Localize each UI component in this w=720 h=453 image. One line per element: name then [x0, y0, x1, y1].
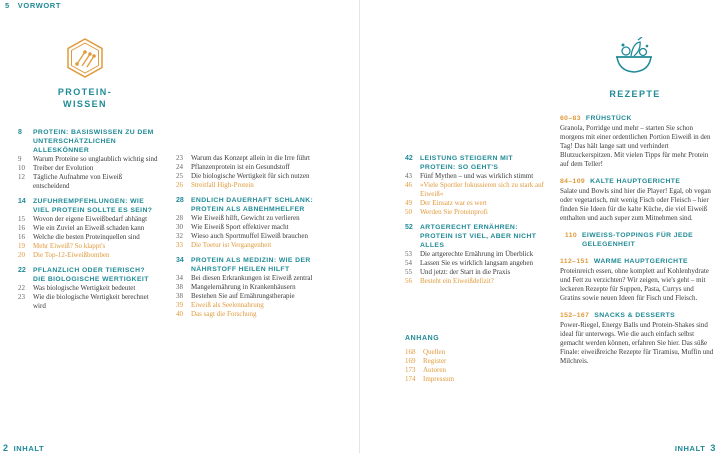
toc-entry[interactable] — [176, 232, 316, 241]
footer-right — [675, 443, 716, 453]
toc-page-number: 55 — [405, 268, 412, 276]
toc-entry-title: Besteht ein Eiweißdefizit? — [420, 277, 494, 285]
toc-page-number: 52 — [405, 224, 413, 231]
toc-entry[interactable] — [405, 199, 550, 208]
rezepte-column — [560, 114, 716, 374]
anhang-entry[interactable] — [405, 348, 545, 357]
toc-page-number: 15 — [18, 215, 25, 223]
toc-entry[interactable] — [176, 214, 316, 223]
rezept-description: Salate und Bowls sind hier die Player! Egal, ob vegan oder vegetarisch, mit wenig Fisch oder Fleisch – hier finden Sie Ideen für die kalte Küche, die viel Eiweiß enthalten und auch super zum Mitnehmen sind. — [560, 187, 711, 222]
toc-entry[interactable] — [18, 155, 158, 164]
toc-entry-title: Streitfall High-Protein — [191, 181, 254, 189]
toc-entry-title: LEISTUNG STEIGERN MIT PROTEIN: SO GEHT'S — [420, 155, 513, 171]
toc-entry-title: Welche die besten Proteinquellen sind — [33, 233, 140, 241]
toc-page-number: 56 — [405, 277, 412, 285]
toc-chapter-heading[interactable] — [18, 197, 158, 215]
toc-entry[interactable] — [176, 223, 316, 232]
rezept-heading-warm[interactable] — [560, 257, 716, 266]
rezept-page-range: 84–109 — [560, 178, 586, 185]
rezept-description: Granola, Porridge und mehr – starten Sie schon morgens mit einer ordentlichen Portion Eiweiß in den Tag! Das hält lange satt und verhindert Blutzuckerspitzen. Mit vielen Tipps für mehr Protein auf dem Teller! — [560, 124, 711, 168]
toc-page-number: 22 — [18, 267, 26, 274]
toc-page-number: 53 — [405, 250, 412, 258]
toc-entry-title: Treiber der Evolution — [33, 164, 94, 172]
toc-page-number: 16 — [18, 224, 25, 232]
anhang-page-number: 168 — [405, 348, 416, 356]
anhang-entry-title: Quellen — [423, 348, 446, 356]
toc-entry-title: Fünf Mythen – und was wirklich stimmt — [420, 172, 534, 180]
toc-entry-title: Der Einsatz war es wert — [420, 199, 487, 207]
toc-entry[interactable] — [176, 163, 316, 172]
toc-page-number: 33 — [176, 241, 183, 249]
toc-entry-title: Mehr Eiweiß? So klappt's — [33, 242, 106, 250]
toc-entry[interactable] — [176, 310, 316, 319]
anhang-block — [405, 334, 545, 384]
toc-entry-title: Wie Eiweiß Sport effektiver macht — [191, 223, 289, 231]
toc-entry[interactable] — [176, 283, 316, 292]
toc-chapter-heading[interactable] — [176, 256, 316, 274]
section-title-line-2: WISSEN — [63, 99, 107, 109]
toc-entry[interactable] — [18, 242, 158, 251]
toc-entry[interactable] — [18, 164, 158, 173]
rezept-heading-kalt[interactable] — [560, 177, 716, 186]
toc-entry[interactable] — [405, 268, 550, 277]
toc-page-number: 42 — [405, 155, 413, 162]
anhang-title: ANHANG — [405, 335, 440, 342]
toc-chapter-heading[interactable] — [405, 154, 550, 172]
rezept-heading-snacks[interactable] — [560, 311, 716, 320]
toc-entry-title: Warum das Konzept allein in die Irre führt — [191, 154, 310, 162]
toc-entry-title: ZUFUHREMPFEHLUNGEN: WIE VIEL PROTEIN SOLLTE ES SEIN? — [33, 198, 153, 214]
toc-page-number: 43 — [405, 172, 412, 180]
toc-page-number: 39 — [176, 301, 183, 309]
section-title-line-1: PROTEIN- — [57, 87, 113, 97]
toc-entry-title: Bestehen Sie auf Ernährungstherapie — [191, 292, 295, 300]
toc-chapter-heading[interactable] — [176, 196, 316, 214]
toc-entry[interactable] — [405, 277, 550, 286]
toc-entry[interactable] — [176, 301, 316, 310]
anhang-page-number: 169 — [405, 357, 416, 365]
footer-label: INHALT — [13, 444, 45, 453]
rezept-page-range: 60–83 — [560, 115, 581, 122]
toc-entry-title: Werden Sie Proteinprofi — [420, 208, 488, 216]
toc-entry[interactable] — [405, 172, 550, 181]
footer-left — [3, 443, 44, 453]
salad-bowl-icon — [614, 37, 654, 80]
toc-entry[interactable] — [405, 208, 550, 217]
footer-label: INHALT — [674, 444, 706, 453]
anhang-entry-title: Autoren — [423, 366, 446, 374]
toc-column-3 — [405, 154, 550, 286]
toc-entry-title: Und jetzt: der Start in die Praxis — [420, 268, 511, 276]
toc-entry-title: Wieso auch Sportmuffel Eiweiß brauchen — [191, 232, 308, 240]
toc-entry-title: Wie Eiweiß hilft, Gewicht zu verlieren — [191, 214, 300, 222]
toc-entry-title: Mangelernährung in Krankenhäusern — [191, 283, 296, 291]
toc-page-number: 24 — [176, 163, 183, 171]
rezept-title: WARME HAUPTGERICHTE — [593, 258, 688, 265]
footer-page-number: 3 — [710, 443, 716, 453]
toc-page-number: 10 — [18, 164, 25, 172]
toc-page-number: 38 — [176, 283, 183, 291]
toc-page-number: 49 — [405, 199, 412, 207]
toc-entry-title: Tägliche Aufnahme von Eiweiß entscheidend — [33, 173, 123, 190]
toc-page-number: 54 — [405, 259, 412, 267]
toc-page-number: 34 — [176, 274, 183, 282]
toc-entry-title: Pflanzenprotein ist ein Gesundstoff — [191, 163, 290, 171]
toc-entry[interactable] — [405, 259, 550, 268]
toc-chapter-heading[interactable] — [18, 266, 158, 284]
toc-entry[interactable] — [176, 172, 316, 181]
toc-entry[interactable] — [18, 293, 158, 311]
toc-entry-title: Was biologische Wertigkeit bedeutet — [33, 284, 136, 292]
toc-page-number: 19 — [18, 242, 25, 250]
toc-page-number: 38 — [176, 292, 183, 300]
toc-entry[interactable] — [18, 224, 158, 233]
toc-entry[interactable] — [18, 251, 158, 260]
section-title-protein-wissen — [45, 86, 125, 110]
toc-entry[interactable] — [176, 181, 316, 190]
toc-entry-title: Das sagt die Forschung — [191, 310, 257, 318]
toc-column-1 — [18, 128, 158, 311]
toc-entry-title: Die Toetur ist Vergangenheit — [191, 241, 272, 249]
toc-page-number: 28 — [176, 214, 183, 222]
rezept-description: Proteinreich essen, ohne komplett auf Kohlenhydrate und Fett zu verzichten? Wir zeigen, wie's geht – mit leckeren Rezepte für Suppen, Pasta, Currys und Gratins sowie neuen Ideen für Fisch und Fleisch. — [560, 267, 709, 302]
hexagon-molecule-icon — [66, 38, 104, 83]
toc-entry[interactable] — [176, 292, 316, 301]
toc-entry-title: Bei diesen Erkrankungen ist Eiweiß zentral — [191, 274, 313, 282]
rezept-title: EIWEISS-TOPPINGS FÜR JEDE GELEGENHEIT — [582, 232, 694, 248]
toc-entry-title: Die Top-12-Eiweißbomben — [33, 251, 110, 259]
toc-entry-title: »Viele Sportler fokussieren sich zu stark auf Eiweiß« — [420, 181, 544, 198]
toc-entry-title: Wie ein Zuviel an Eiweiß schaden kann — [33, 224, 145, 232]
toc-page-number: 25 — [176, 172, 183, 180]
anhang-entry[interactable] — [405, 375, 545, 384]
rezept-title: FRÜHSTÜCK — [585, 115, 632, 122]
toc-entry-title: PROTEIN ALS MEDIZIN: WIE DER NÄHRSTOFF HEILEN HILFT — [191, 257, 311, 273]
toc-entry[interactable] — [18, 284, 158, 293]
toc-page-number: 20 — [18, 251, 25, 259]
footer-page-number: 2 — [3, 443, 9, 453]
toc-page-number: 16 — [18, 233, 25, 241]
toc-page-number: 32 — [176, 232, 183, 240]
toc-page-number: 23 — [176, 154, 183, 162]
anhang-entry-title: Impressum — [423, 375, 455, 383]
page-divider — [359, 0, 360, 453]
toc-entry-title: Wie die biologische Wertigkeit berechnet wird — [33, 293, 149, 310]
rezept-page-range: 112–151 — [560, 258, 589, 265]
toc-entry[interactable] — [18, 233, 158, 242]
toc-page-number: 22 — [18, 284, 25, 292]
toc-entry-title: Die artgerechte Ernährung im Überblick — [420, 250, 534, 258]
anhang-page-number: 174 — [405, 375, 416, 383]
toc-column-2 — [176, 154, 316, 319]
toc-entry[interactable] — [405, 250, 550, 259]
anhang-list — [405, 348, 545, 384]
rezept-heading-fruehstueck[interactable] — [560, 114, 716, 123]
toc-entry[interactable] — [405, 181, 550, 199]
toc-entry-title: Wovon der eigene Eiweißbedarf abhängt — [33, 215, 148, 223]
toc-entry-title: Warum Proteine so unglaublich wichtig sind — [33, 155, 158, 163]
anhang-page-number: 173 — [405, 366, 416, 374]
toc-page-number: 28 — [176, 197, 184, 204]
toc-entry-title: PFLANZLICH ODER TIERISCH? DIE BIOLOGISCHE WERTIGKEIT — [33, 267, 149, 283]
toc-entry[interactable] — [18, 215, 158, 224]
toc-page-number: 50 — [405, 208, 412, 216]
toc-entry-title: Die biologische Wertigkeit für sich nutzen — [191, 172, 310, 180]
toc-entry-title: ARTGERECHT ERNÄHREN: PROTEIN IST VIEL, ABER NICHT ALLES — [420, 224, 537, 249]
toc-page-number: 30 — [176, 223, 183, 231]
running-head-title: VORWORT — [17, 1, 62, 10]
toc-page-number: 46 — [405, 181, 412, 189]
toc-entry-title: Eiweiß als Seelennahrung — [191, 301, 264, 309]
rezept-page-range: 152–167 — [560, 312, 590, 319]
toc-entry[interactable] — [18, 173, 158, 191]
toc-page-number: 12 — [18, 173, 25, 181]
toc-page-number: 8 — [18, 129, 22, 136]
toc-entry-title: Lassen Sie es wirklich langsam angehen — [420, 259, 533, 267]
toc-page-number: 40 — [176, 310, 183, 318]
anhang-entry-title: Register — [423, 357, 447, 365]
toc-page-number: 26 — [176, 181, 183, 189]
toc-page-number: 14 — [18, 198, 26, 205]
anhang-entry[interactable] — [405, 366, 545, 375]
running-head — [5, 1, 61, 10]
toc-entry[interactable] — [176, 274, 316, 283]
toc-entry[interactable] — [176, 154, 316, 163]
toc-entry-title: PROTEIN: BASISWISSEN ZU DEM UNTERSCHÄTZLICHEN ALLESKÖNNER — [33, 129, 154, 154]
rezept-description: Power-Riegel, Energy Balls und Protein-Shakes sind ideal für unterwegs. Wie die auch einfach selbst gemacht werden können, erfahren Sie hier. Das süße Finale: eiweißreiche Rezepte für Tiramisu, Muffin und Milchreis. — [560, 321, 714, 365]
rezept-title: SNACKS & DESSERTS — [594, 312, 676, 319]
toc-chapter-heading[interactable] — [18, 128, 158, 155]
toc-page-number: 9 — [18, 155, 22, 163]
toc-chapter-heading[interactable] — [405, 223, 550, 250]
toc-page-number: 34 — [176, 257, 184, 264]
toc-entry[interactable] — [176, 241, 316, 250]
running-head-page: 5 — [5, 1, 10, 10]
toc-page-number: 23 — [18, 293, 25, 301]
rezept-heading-toppings[interactable] — [560, 231, 716, 249]
rezept-page-range: 110 — [564, 232, 578, 239]
toc-entry-title: ENDLICH DAUERHAFT SCHLANK: PROTEIN ALS ABNEHMHELFER — [191, 197, 314, 213]
anhang-entry[interactable] — [405, 357, 545, 366]
rezept-title: KALTE HAUPTGERICHTE — [590, 178, 681, 185]
section-title-rezepte: REZEPTE — [609, 89, 661, 99]
